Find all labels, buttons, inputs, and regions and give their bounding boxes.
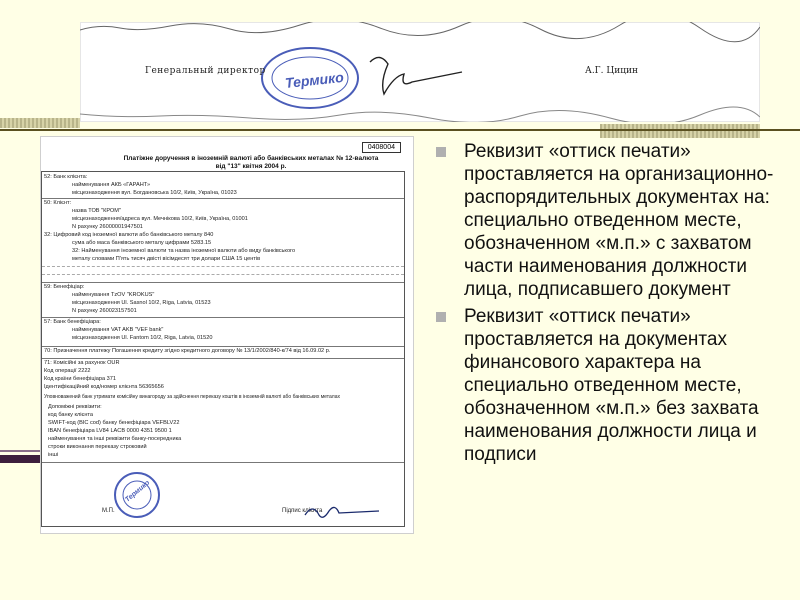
- doc-row: Код країни бенефіціара 371: [44, 376, 117, 382]
- document-title-line-1: Платіжне доручення в іноземній валюті або банківських металах № 12-валюта: [123, 155, 379, 162]
- doc-row: місцезнаходження Ul. Fantom 10/2, Riga, Latvia, 01520: [72, 335, 213, 341]
- document-title-line-2: від "13" квітня 2004 р.: [215, 163, 287, 170]
- doc-row: найменування VAT AKB "VEF bank": [72, 327, 164, 333]
- doc-row: сума або маса банківського металу цифрами 5283.15: [72, 240, 212, 246]
- doc-signature-label: Підпис клієнта: [282, 508, 323, 514]
- doc-row: SWIFT-код (BIC cod) банку бенефіціара VEFBLV22: [48, 420, 180, 426]
- doc-row: назва ТОВ "КРОМ": [72, 208, 121, 214]
- doc-row: N рахунку 26000001947501: [72, 224, 143, 230]
- doc-separator: [42, 266, 404, 267]
- doc-separator: [42, 282, 404, 283]
- document-frame: [41, 171, 405, 527]
- left-accent-line: [0, 450, 40, 452]
- doc-row: місцезнаходження Ul. Sasnol 10/2, Riga, Latvia, 01523: [72, 300, 211, 306]
- doc-row: строки виконання переказу строковий: [48, 444, 147, 450]
- left-texture-bar: [0, 118, 80, 128]
- document-stamp-label: Термико: [124, 479, 152, 504]
- left-dark-accent: [0, 455, 40, 463]
- document-title: [101, 155, 401, 171]
- doc-row: інші: [48, 452, 59, 458]
- stamp-label: Термико: [284, 68, 345, 92]
- doc-row: Код операції 2222: [44, 368, 91, 374]
- bullet-item: [430, 140, 790, 301]
- doc-row: найменування TzOV "KROKUS": [72, 292, 155, 298]
- doc-row: 32: Цифровий код іноземної валюти або банківського металу 840: [44, 232, 214, 238]
- bullet-list: [430, 140, 790, 470]
- bullet-text: Реквизит «оттиск печати» проставляется на организационно-распорядительных документах на: специально отведенном месте, обозначенном «м.п.» с захватом части наименования должности лица, подписавшего документ: [464, 141, 774, 300]
- doc-row: найменування АКБ «ГАРАНТ»: [72, 182, 151, 188]
- doc-row: 57: Банк бенефіціара:: [44, 319, 101, 325]
- right-texture-bar: [600, 124, 760, 138]
- bullet-square-icon: [436, 147, 446, 157]
- doc-row: Ідентифікаційний код/номер клієнта 56365656: [44, 384, 164, 390]
- signatory-name: А.Г. Цицин: [585, 66, 638, 76]
- doc-row: IBAN бенефіціара LV84 LACB 0000 4351 9500 1: [48, 428, 172, 434]
- signature-strip-image: [80, 22, 760, 122]
- doc-row: металу словами П'ять тисяч двісті вісімдесят три долари США 15 центів: [72, 256, 261, 262]
- doc-row: N рахунку 260023157501: [72, 308, 137, 314]
- doc-row: 71: Комісійні за рахунок OUR: [44, 360, 120, 366]
- bullet-text: Реквизит «оттиск печати» проставляется на документах финансового характера на специально отведенном месте, обозначенном «м.п.» без захвата наименования должности лица и подписи: [464, 306, 759, 465]
- doc-row: Уповноважений банк утримати комісійну винагороду за здійснення переказу коштів в іноземній валюті або банківських металах: [44, 394, 340, 400]
- doc-row: місцезнаходження вул. Богдановська 10/2, Київ, Україна, 01023: [72, 190, 237, 196]
- doc-row: 52: Банк клієнта:: [44, 174, 88, 180]
- document-form-number: 0408004: [362, 142, 401, 153]
- doc-separator: [42, 462, 404, 463]
- bullet-square-icon: [436, 312, 446, 322]
- doc-separator: [42, 346, 404, 347]
- doc-separator: [42, 274, 404, 275]
- bullet-item: [430, 305, 790, 466]
- client-signature-icon: [301, 501, 391, 521]
- doc-row: найменування та інші реквізити банку-посередника: [48, 436, 182, 442]
- doc-row: 59: Бенефіціар:: [44, 284, 85, 290]
- doc-row: Допоміжні реквізити:: [48, 404, 102, 410]
- signature-title: Генеральный директор: [145, 66, 266, 76]
- doc-mp-label: М.П.: [102, 508, 115, 514]
- horizontal-rule-top: [0, 129, 800, 131]
- doc-separator: [42, 358, 404, 359]
- doc-row: 50: Клієнт:: [44, 200, 72, 206]
- doc-row: місцезнаходження/адреса вул. Мечнікова 10/2, Київ, Україна, 01001: [72, 216, 248, 222]
- payment-order-document: [40, 136, 414, 534]
- doc-row: 32: Найменування іноземної валюти та назва іноземної валюти або виду банківського: [72, 248, 296, 254]
- doc-row: код банку клієнта: [48, 412, 94, 418]
- doc-separator: [42, 317, 404, 318]
- doc-row: 70: Призначення платежу Погашення кредиту згідно кредитного договору № 13/1/2002/840-к/74 від 16.09.02 р.: [44, 348, 331, 354]
- doc-separator: [42, 198, 404, 199]
